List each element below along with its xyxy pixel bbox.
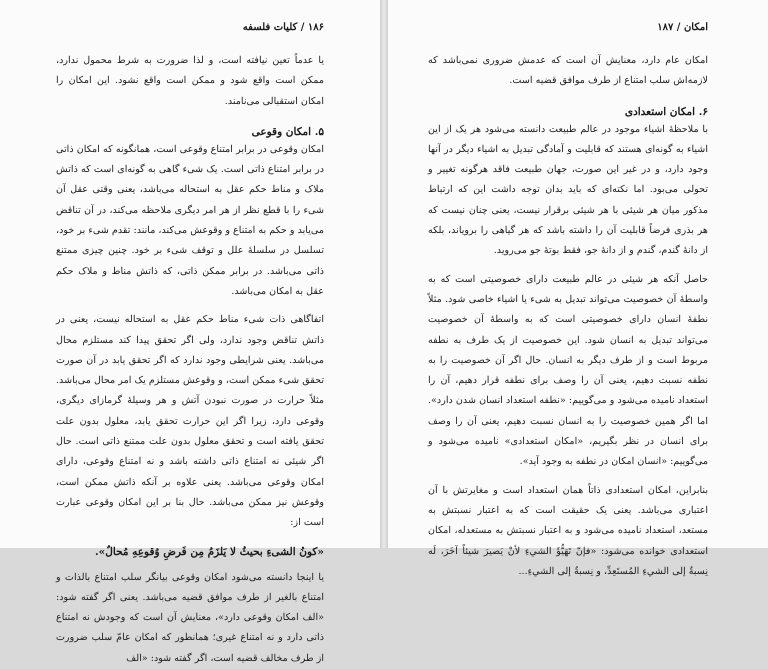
paragraph: بنابراین، امکان استعدادی ذاتاً همان استعداد است و مغایرتش با آن اعتباری می‌باشد. یعنی یک حقیقت است که به اعتبار نسبتش به مستعد، استعداد نامیده می‌شود و به اعتبار نسبتش به مستعدله، امکان استعدادی خوانده می‌شود: «فإنّ تَهَيُّؤَ الشيءِ لأنْ يَصيرَ شيئاً آخَرَ، لَه نِسبةٌ إلى الشيءِ المُستَعِدِّ، و نِسبةٌ إلى الشيءِ... <box>428 484 708 577</box>
paragraph: یا عدماً تعین نیافته است، و لذا ضرورت به شرط محمول ندارد، ممکن است واقع شود و ممکن است واقع نشود. این امکان را امکان استقبالی می‌نامند. <box>56 55 324 107</box>
paragraph: اتفاگاهی ذات شیء مناط حکم عقل به استحاله نیست، یعنی در ذاتش تناقض وجود ندارد، ولی اگر تحقق پیدا کند مستلزم محال می‌باشد. یعنی شرایطی وجود ندارد که اگر تحقق یابد در آن صورت تحقق شیء ممکن است، و وقوعش مستلزم یک امر محال می‌باشد. مثلاً حرارت در صورت نبودن آتش و هر وسیلهٔ گرمازای دیگری، وقوعی دارد، زیرا اگر این حرارت تحقق یابد، معلول بدون علت تحقق یافته است و تحقق معلول بدون علت ممتنع ذاتی است. حال اگر شیئی نه امتناع ذاتی داشته باشد و نه امتناع وقوعی، دارای امکان وقوعی می‌باشد. یعنی علاوه بر آنکه ذاتش ممکن است، وقوعش نیز ممکن می‌باشد. حال بنا بر این امکان وقوعی عبارت است از: <box>56 314 324 529</box>
right-page <box>388 0 768 577</box>
left-page <box>0 0 380 664</box>
running-head-right: امکان / ۱۸۷ <box>657 22 708 33</box>
arabic-quote: «کونُ الشیءِ بحیثُ لا یَلزَمُ مِن فَرضِ وُقوعِهِ مُحالٌ». <box>95 545 324 558</box>
section-heading: ۶. امکان استعدادی <box>624 105 708 118</box>
section-heading: ۵. امکان وقوعی <box>251 125 324 138</box>
paragraph: یا اینجا دانسته می‌شود امکان وقوعی بیانگر سلب امتناع بالذات و امتناع بالغیر از طرف موافق قضیه می‌باشد. یعنی اگر گفته شود: «الف امکان وقوعی دارد»، معنایش آن است که وجودش نه امتناع ذاتی دارد و نه امتناع غیری؛ همانطور که امکان عامّ سلب ضرورت از طرف مخالف قضیه است، اگر گفته شود: «الف <box>56 571 324 664</box>
paragraph: حاصل آنکه هر شیئی در عالم طبیعت دارای خصوصیتی است که به واسطهٔ آن خصوصیت می‌تواند تبدیل به شیء یا اشیاء خاصی شود. مثلاً نطفهٔ انسان دارای خصوصیتی است که به واسطهٔ آن خصوصیت می‌تواند تبدیل به انسان شود. این خصوصیت از یک طرف به نطفه مربوط است و از طرف دیگر به انسان. حال اگر آن خصوصیت را به نطفه نسبت دهیم، یعنی آن را وصف برای نطفه قرار دهیم، آن را استعداد نامیده می‌شود و می‌گوییم: «نطفه استعداد انسان شدن دارد». اما اگر همین خصوصیت را به انسان نسبت دهیم، یعنی آن را وصف برای انسان در نظر بگیریم، «امکان استعدادی» نامیده می‌شود و می‌گوییم: «انسان امکان در نطفه به وجود آید». <box>428 273 708 468</box>
book-gutter <box>380 0 388 548</box>
paragraph: امکان عام دارد، معنایش آن است که عدمش ضروری نمی‌باشد که لازمه‌اش سلب امتناع از طرف موافق قضیه است. <box>428 55 708 87</box>
paragraph: با ملاحظهٔ اشیاء موجود در عالم طبیعت دانسته می‌شود هر یک از این اشیاء به گونه‌ای هستند که قابلیت و آمادگی تبدیل به اشیاء دیگر در آنها وجود دارد، و در غیر این صورت، جهان طبیعت فاقد هرگونه تغییر و تحولی می‌بود. اما نکته‌ای که باید بدان توجه داشت این که ارتباط مذکور میان هر شیئی با هر شیئی برقرار نیست، یعنی چنان نیست که هر بذری فرضاً قابلیت آن را داشته باشد که هر گیاهی را برویاند، بلکه از دانهٔ گندم، گندم و از دانهٔ جو، فقط بوتهٔ جو می‌روید. <box>428 123 708 257</box>
paragraph: امکان وقوعی در برابر امتناع وقوعی است، همانگونه که امکان ذاتی در برابر امتناع ذاتی است. یک شیء گاهی به گونه‌ای است که ذاتش ملاک و مناط حکم عقل به استحاله می‌باشد، یعنی وقتی عقل آن شیء را با قطع نظر از هر امر دیگری ملاحظه می‌کند، در آن تناقض می‌یابد و حکم به امتناع و وقوعش می‌کند، مانند: تقدم شیء بر خود، تسلسل در سلسلهٔ علل و توقف شیء بر خود. چنین چیزی ممتنع ذاتی می‌باشد. در برابر ممکن ذاتی، که ذاتش مناط و ملاک حکم عقل به امکان می‌باشد. <box>56 143 324 297</box>
running-head-left: ۱۸۶ / کلیات فلسفه <box>242 22 324 33</box>
